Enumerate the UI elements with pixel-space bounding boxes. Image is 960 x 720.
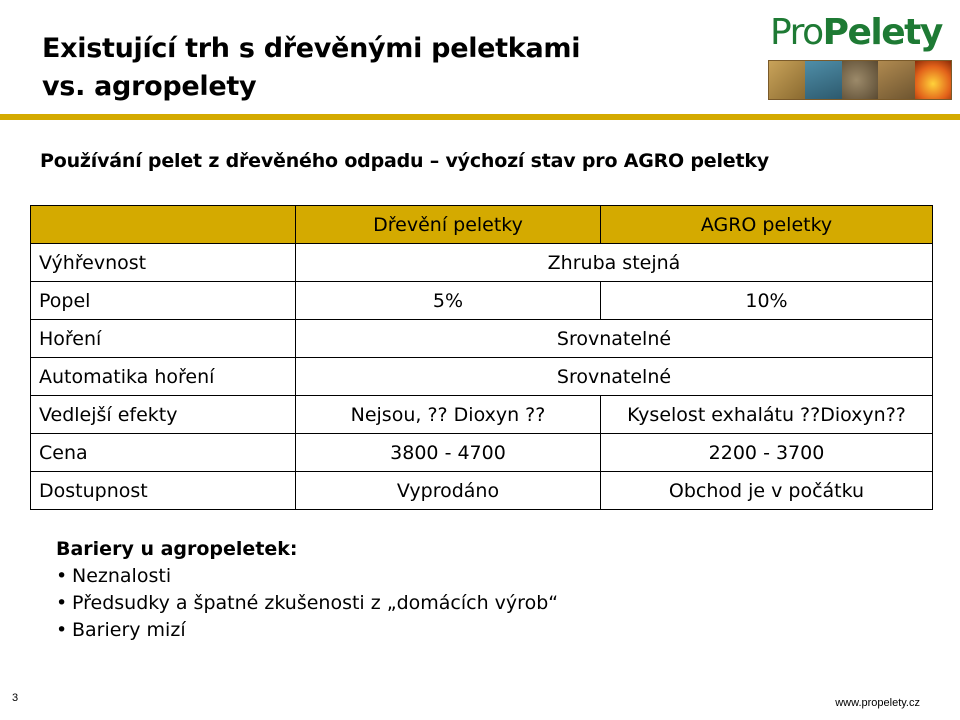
logo-wordmark bbox=[770, 12, 942, 53]
wood-value: 3800 - 4700 bbox=[296, 434, 601, 472]
table-header-cell: AGRO peletky bbox=[601, 206, 933, 244]
pellets-photo bbox=[842, 61, 878, 99]
list-item: • Bariery mizí bbox=[56, 617, 558, 644]
merged-value: Zhruba stejná bbox=[296, 244, 933, 282]
fire-photo bbox=[915, 61, 951, 99]
agro-value: 10% bbox=[601, 282, 933, 320]
list-item: • Předsudky a špatné zkušenosti z „domácích výrob“ bbox=[56, 590, 558, 617]
footer-url: www.propelety.cz bbox=[835, 697, 920, 709]
slide-title bbox=[42, 30, 682, 106]
propelety-logo bbox=[768, 12, 950, 100]
wood-value: Vyprodáno bbox=[296, 472, 601, 510]
agro-value: Kyselost exhalátu ??Dioxyn?? bbox=[601, 396, 933, 434]
table-header-cell bbox=[31, 206, 296, 244]
agro-value: 2200 - 3700 bbox=[601, 434, 933, 472]
barriers-list bbox=[56, 563, 558, 644]
merged-value: Srovnatelné bbox=[296, 320, 933, 358]
title-divider bbox=[0, 114, 960, 120]
table-row bbox=[31, 358, 933, 396]
logo-text-pro: Pro bbox=[770, 12, 823, 53]
wood-value: 5% bbox=[296, 282, 601, 320]
machine-photo bbox=[805, 61, 841, 99]
table-row bbox=[31, 320, 933, 358]
wood-pellets-photo bbox=[878, 61, 914, 99]
list-item: • Neznalosti bbox=[56, 563, 558, 590]
hay-bale-photo bbox=[769, 61, 805, 99]
table-row bbox=[31, 434, 933, 472]
row-label: Popel bbox=[31, 282, 296, 320]
row-label: Hoření bbox=[31, 320, 296, 358]
agro-value: Obchod je v počátku bbox=[601, 472, 933, 510]
logo-photo-strip bbox=[768, 60, 952, 100]
comparison-table bbox=[30, 205, 933, 510]
row-label: Vedlejší efekty bbox=[31, 396, 296, 434]
wood-value: Nejsou, ?? Dioxyn ?? bbox=[296, 396, 601, 434]
table-row bbox=[31, 244, 933, 282]
merged-value: Srovnatelné bbox=[296, 358, 933, 396]
table-row bbox=[31, 472, 933, 510]
row-label: Dostupnost bbox=[31, 472, 296, 510]
slide-title-line-1: Existující trh s dřevěnými peletkami bbox=[42, 33, 581, 64]
row-label: Automatika hoření bbox=[31, 358, 296, 396]
barriers-title: Bariery u agropeletek: bbox=[56, 538, 298, 560]
page-number: 3 bbox=[12, 692, 19, 704]
table-row bbox=[31, 282, 933, 320]
row-label: Výhřevnost bbox=[31, 244, 296, 282]
table-header-row bbox=[31, 206, 933, 244]
slide-subtitle: Používání pelet z dřevěného odpadu – výchozí stav pro AGRO peletky bbox=[40, 150, 769, 172]
table-header-cell: Dřevění peletky bbox=[296, 206, 601, 244]
barriers-section bbox=[56, 536, 558, 644]
table-row bbox=[31, 396, 933, 434]
slide-title-line-2: vs. agropelety bbox=[42, 71, 257, 102]
logo-text-pelety: Pelety bbox=[822, 12, 942, 53]
row-label: Cena bbox=[31, 434, 296, 472]
